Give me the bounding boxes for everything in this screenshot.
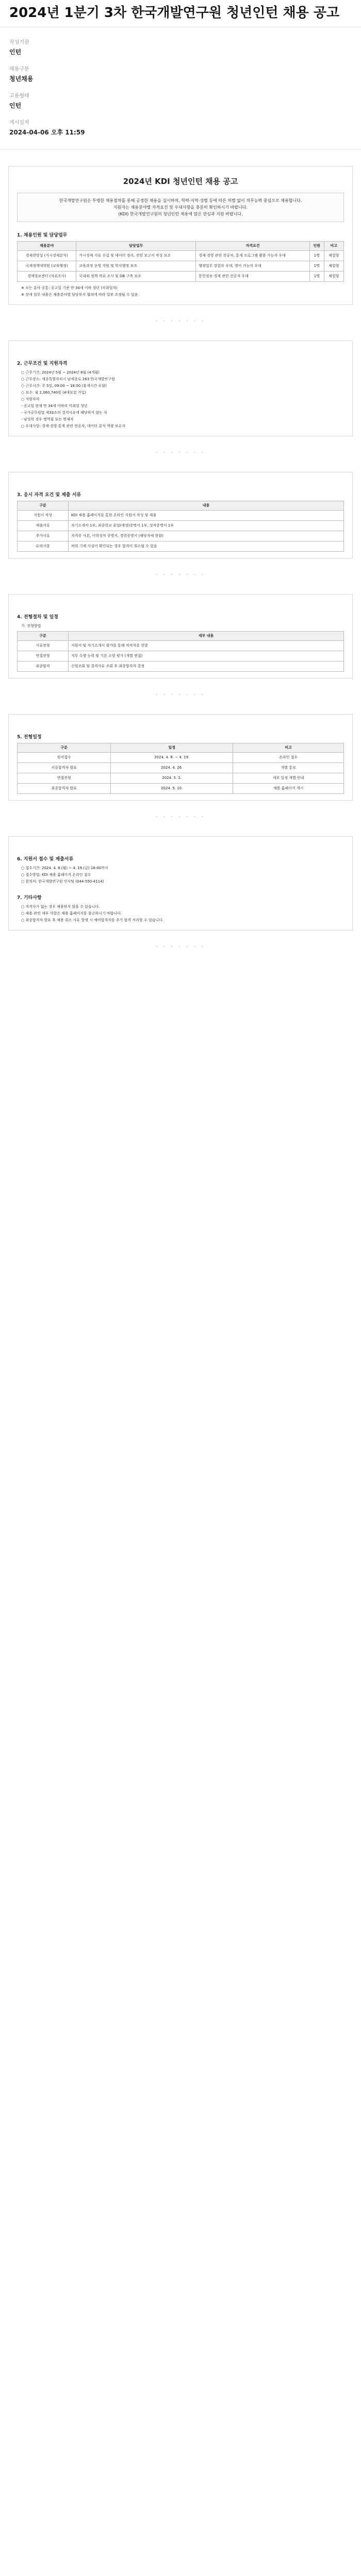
section-title: 2. 근무조건 및 지원자격 [17, 361, 68, 366]
application-list [17, 865, 344, 885]
table-cell: 개별 통보 [233, 763, 344, 773]
intro-line: 한국개발연구원은 투명한 채용절차를 통해 공정한 채용을 실시하며, 학력·지역·성별 등에 따른 차별 없이 직무능력 중심으로 채용합니다. [59, 198, 302, 203]
page-divider: - - - - - - - [155, 944, 206, 950]
page-divider: - - - - - - - [155, 692, 206, 698]
table-cell: 경제전망실 (거시경제분석) [18, 251, 76, 261]
table-cell: 최종합격 [18, 662, 69, 672]
date-value: 2024-04-06 오후 11:59 [9, 129, 85, 136]
note-line: ※ 모든 분야 공통: 공고일 기준 만 34세 이하 청년 (미취업자) [21, 286, 118, 290]
author-label: 작성기관 [9, 40, 29, 45]
table-header-row [18, 242, 344, 251]
bottom-spacer [0, 963, 361, 994]
table-cell: 문헌정보·경제 관련 전공자 우대 [196, 272, 310, 282]
list-item: ○ 근무시간: 주 5일, 09:00 ~ 18:00 (휴게시간 포함) [21, 384, 107, 388]
type-row [9, 91, 352, 110]
page-divider: - - - - - - - [155, 450, 206, 455]
author-value: 인턴 [9, 48, 22, 56]
list-item: ○ 지원자격 [21, 397, 40, 401]
table-cell: 자기소개서 1부, 최종학교 졸업(예정)증명서 1부, 성적증명서 1부 [69, 521, 344, 531]
table-header: 자격요건 [196, 242, 310, 251]
table-header: 구분 [18, 632, 69, 641]
intro-box [17, 193, 344, 222]
table-cell: 서류전형 [18, 641, 69, 651]
table-header: 담당업무 [76, 242, 196, 251]
table-row [18, 662, 344, 672]
list-item: ○ 문의처: 한국개발연구원 인사팀 (044-550-4114) [21, 879, 104, 884]
table-header: 내용 [69, 501, 344, 511]
table-cell: 2024. 4. 8. ~ 4. 19. [111, 753, 233, 763]
table-cell: 국내외 정책 자료 조사 및 DB 구축 보조 [76, 272, 196, 282]
table-header: 세부 내용 [69, 632, 344, 641]
table-row [18, 763, 344, 773]
table-header: 인원 [309, 242, 324, 251]
table-row [18, 251, 344, 261]
table-cell: 원서접수 [18, 753, 111, 763]
date-label: 게시일자 [9, 120, 29, 126]
table-header: 비고 [324, 242, 343, 251]
table-cell: 서류합격자 발표 [18, 763, 111, 773]
list-item: ○ 적격자가 없는 경우 채용하지 않을 수 있습니다. [21, 905, 100, 909]
notice-page-4 [8, 594, 353, 679]
etc-list [17, 904, 344, 923]
table-row [18, 272, 344, 282]
date-row [9, 118, 352, 137]
table-header: 비고 [233, 743, 344, 753]
table-row [18, 261, 344, 272]
table-header: 구분 [18, 743, 111, 753]
table-row [18, 521, 344, 531]
table-cell: 지원서 작성 [18, 511, 69, 521]
table-cell: 1명 [309, 251, 324, 261]
notice-page-5 [8, 714, 353, 801]
table-notes [17, 285, 344, 298]
category-row [9, 64, 352, 83]
table-row [18, 531, 344, 541]
table-row [18, 753, 344, 763]
intro-line: (KDI) 한국개발연구원의 청년인턴 채용에 많은 관심과 지원 바랍니다. [118, 212, 243, 216]
table-cell: 행정업무 경험자 우대, 영어 가능자 우대 [196, 261, 310, 272]
table-cell: 거시경제 지표 수집 및 데이터 정리, 전망 보고서 작성 보조 [76, 251, 196, 261]
section-title: 7. 기타사항 [17, 895, 42, 901]
table-cell: 2024. 5. 2. [111, 773, 233, 784]
post-meta [0, 27, 361, 149]
table-cell: 면접전형 [18, 651, 69, 662]
list-item: ○ 보수: 월 2,060,740원 (4대보험 가입) [21, 391, 86, 395]
table-cell: 1명 [309, 261, 324, 272]
post-title: 2024년 1분기 3차 한국개발연구원 청년인턴 채용 공고 [0, 0, 361, 27]
table-cell: 허위 기재 사실이 확인되는 경우 합격이 취소될 수 있음 [69, 541, 344, 552]
notice-page-6 [8, 836, 353, 930]
list-item: ○ 우대사항: 경제·경영·통계 관련 전공자, 데이터 분석 역량 보유자 [21, 424, 125, 428]
table-row [18, 511, 344, 521]
type-value: 인턴 [9, 102, 22, 109]
table-cell: 온라인 접수 [233, 753, 344, 763]
table-cell: 체험형 [324, 272, 343, 282]
table-header-row [18, 743, 344, 753]
section-title: 1. 채용인원 및 담당업무 [17, 233, 68, 238]
note-line: ※ 상세 업무 내용은 채용분야별 담당부서 협의에 따라 일부 조정될 수 있음 [21, 293, 138, 297]
type-label: 고용형태 [9, 93, 29, 99]
list-item: ○ 접수방법: KDI 채용 홈페이지 온라인 접수 [21, 873, 91, 877]
list-item: ○ 접수기간: 2024. 4. 8.(월) ~ 4. 19.(금) 18:00까지 [21, 866, 108, 870]
table-row [18, 773, 344, 784]
table-header: 구분 [18, 501, 69, 511]
category-value: 청년채용 [9, 75, 34, 82]
author-row [9, 38, 352, 56]
intro-line: 지원자는 채용분야별 자격요건 및 우대사항을 충분히 확인하시기 바랍니다. [113, 205, 248, 210]
category-label: 채용구분 [9, 66, 29, 72]
table-cell: KDI 채용 홈페이지를 통한 온라인 지원서 작성 및 제출 [69, 511, 344, 521]
table-cell: 1명 [309, 272, 324, 282]
table-cell: 추가서류 [18, 531, 69, 541]
notice-page-2 [8, 341, 353, 436]
list-item: - 남성의 경우 병역필 또는 면제자 [21, 417, 74, 421]
table-cell: 신원조회 및 결격사유 조회 후 최종합격자 결정 [69, 662, 344, 672]
table-cell: 경제정보센터 (자료조사) [18, 272, 76, 282]
table-header: 채용분야 [18, 242, 76, 251]
page-divider: - - - - - - - [155, 318, 206, 324]
schedule-table [17, 743, 344, 794]
notice-page-3 [8, 472, 353, 558]
list-item: ○ 근무기간: 2024년 5월 ~ 2024년 8월 (4개월) [21, 370, 100, 375]
list-item: ○ 최종합격자 발표 후 채용 취소 사유 발생 시 예비합격자를 추가 합격 처리할 수 있습니다. [21, 918, 164, 922]
table-cell: 최종합격자 발표 [18, 784, 111, 794]
table-cell: 교육과정 운영 지원 및 학사행정 보조 [76, 261, 196, 272]
table-header-row [18, 501, 344, 511]
table-cell: 세부 일정 개별 안내 [233, 773, 344, 784]
sub-heading: 가. 전형방법 [21, 624, 41, 628]
table-cell: 2024. 5. 10. [111, 784, 233, 794]
section-title: 4. 전형절차 및 일정 [17, 615, 58, 620]
table-row [18, 651, 344, 662]
list-item: ○ 근무장소: 세종특별자치시 남세종로 263 한국개발연구원 [21, 377, 115, 381]
recruit-table [17, 241, 344, 282]
documents-table [17, 501, 344, 552]
notice-document [8, 166, 353, 305]
table-cell: 체험형 [324, 261, 343, 272]
table-cell: 채용 홈페이지 게시 [233, 784, 344, 794]
section-title: 3. 응시 자격 요건 및 제출 서류 [17, 493, 81, 498]
table-cell: 제출서류 [18, 521, 69, 531]
table-cell: 경제·경영 관련 전공자, 통계 프로그램 활용 가능자 우대 [196, 251, 310, 261]
table-row [18, 784, 344, 794]
section-title: 6. 지원서 접수 및 제출서류 [17, 857, 74, 862]
table-row [18, 641, 344, 651]
list-item: - 국가공무원법 제33조의 결격사유에 해당하지 않는 자 [21, 411, 107, 415]
table-cell: 체험형 [324, 251, 343, 261]
table-cell: 지원서 및 자기소개서 평가를 통해 적격자를 선발 [69, 641, 344, 651]
table-cell: 면접전형 [18, 773, 111, 784]
table-cell: 자격증 사본, 어학성적 증명서, 경력증명서 (해당자에 한함) [69, 531, 344, 541]
notice-title: 2024년 KDI 청년인턴 채용 공고 [123, 177, 238, 186]
table-header-row [18, 632, 344, 641]
table-cell: 직무 수행 능력 및 기본 소양 평가 (개별 면접) [69, 651, 344, 662]
page [0, 0, 361, 994]
table-header: 일정 [111, 743, 233, 753]
table-cell: 유의사항 [18, 541, 69, 552]
section-title: 5. 전형일정 [17, 735, 42, 740]
list-item: - 공고일 현재 만 34세 이하의 미취업 청년 [21, 404, 88, 408]
table-row [18, 541, 344, 552]
process-table [17, 631, 344, 672]
table-cell: 2024. 4. 26. [111, 763, 233, 773]
page-divider: - - - - - - - [155, 814, 206, 820]
table-cell: 국제정책대학원 (교육행정) [18, 261, 76, 272]
list-item: ○ 채용 관련 세부 사항은 채용 홈페이지를 참고하시기 바랍니다. [21, 911, 122, 916]
page-divider: - - - - - - - [155, 572, 206, 578]
conditions-list [17, 369, 344, 429]
